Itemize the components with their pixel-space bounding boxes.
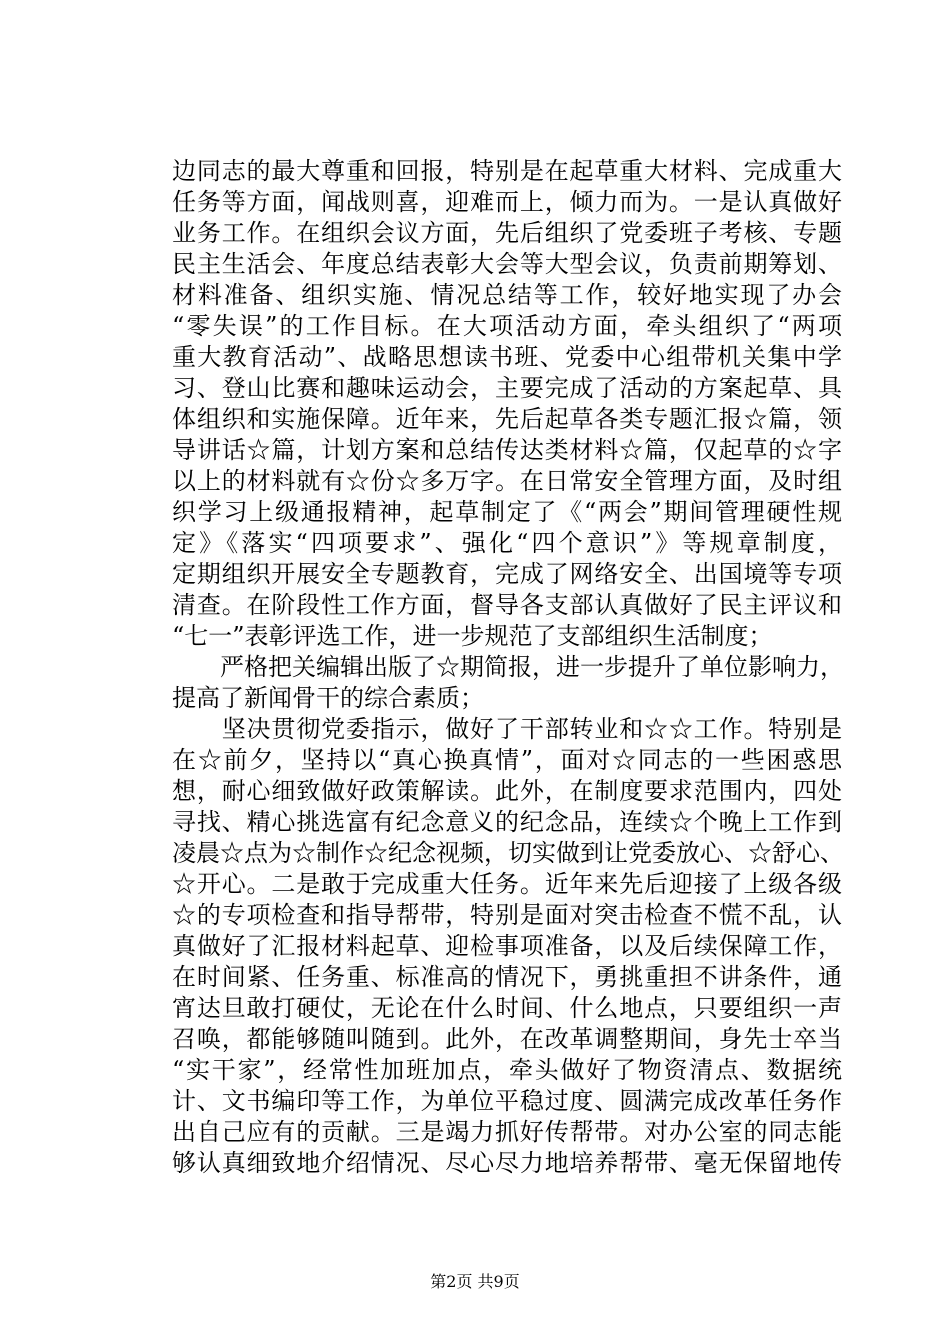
text-line: 坚决贯彻党委指示，做好了干部转业和☆☆工作。特别是 xyxy=(172,715,842,743)
text-line: 民主生活会、年度总结表彰大会等大型会议，负责前期筹划、 xyxy=(172,250,842,278)
text-line: “零失误”的工作目标。在大项活动方面，牵头组织了“两项 xyxy=(172,312,842,340)
text-line: 想，耐心细致做好政策解读。此外，在制度要求范围内，四处 xyxy=(172,777,842,805)
text-line: 寻找、精心挑选富有纪念意义的纪念品，连续☆个晚上工作到 xyxy=(172,808,842,836)
text-line: 织学习上级通报精神，起草制定了《“两会”期间管理硬性规 xyxy=(172,498,842,526)
text-line: “七一”表彰评选工作，进一步规范了支部组织生活制度； xyxy=(172,622,773,650)
text-line: 提高了新闻骨干的综合素质； xyxy=(172,684,484,712)
text-line: 凌晨☆点为☆制作☆纪念视频，切实做到让党委放心、☆舒心、 xyxy=(172,839,844,867)
text-line: 在☆前夕，坚持以“真心换真情”，面对☆同志的一些困惑思 xyxy=(172,746,842,774)
text-line: 以上的材料就有☆份☆多万字。在日常安全管理方面，及时组 xyxy=(172,467,842,495)
text-line: 宵达旦敢打硬仗，无论在什么时间、什么地点，只要组织一声 xyxy=(172,994,842,1022)
text-line: 边同志的最大尊重和回报，特别是在起草重大材料、完成重大 xyxy=(172,157,842,185)
document-body xyxy=(172,156,842,1179)
text-line: 出自己应有的贡献。三是竭力抓好传帮带。对办公室的同志能 xyxy=(172,1118,842,1146)
text-line: 定期组织开展安全专题教育，完成了网络安全、出国境等专项 xyxy=(172,560,842,588)
text-line: 任务等方面，闻战则喜，迎难而上，倾力而为。一是认真做好 xyxy=(172,188,842,216)
page-footer xyxy=(0,1272,950,1292)
text-line: 清查。在阶段性工作方面，督导各支部认真做好了民主评议和 xyxy=(172,591,842,619)
text-line: 够认真细致地介绍情况、尽心尽力地培养帮带、毫无保留地传 xyxy=(172,1149,842,1177)
text-line: 导讲话☆篇，计划方案和总结传达类材料☆篇，仅起草的☆字 xyxy=(172,436,842,464)
text-line: 材料准备、组织实施、情况总结等工作，较好地实现了办会 xyxy=(172,281,842,309)
text-line: 业务工作。在组织会议方面，先后组织了党委班子考核、专题 xyxy=(172,219,842,247)
text-line: 真做好了汇报材料起草、迎检事项准备，以及后续保障工作， xyxy=(172,932,842,960)
text-line: ☆开心。二是敢于完成重大任务。近年来先后迎接了上级各级 xyxy=(172,870,842,898)
text-line: 体组织和实施保障。近年来，先后起草各类专题汇报☆篇，领 xyxy=(172,405,842,433)
text-line: 召唤，都能够随叫随到。此外，在改革调整期间，身先士卒当 xyxy=(172,1025,842,1053)
text-line: “实干家”，经常性加班加点，牵头做好了物资清点、数据统 xyxy=(172,1056,842,1084)
text-line: 重大教育活动”、战略思想读书班、党委中心组带机关集中学 xyxy=(172,343,842,371)
text-line: ☆的专项检查和指导帮带，特别是面对突击检查不慌不乱，认 xyxy=(172,901,842,929)
page-number-label: 第2页 共9页 xyxy=(430,1272,520,1291)
text-line: 定》《落实“四项要求”、强化“四个意识”》等规章制度， xyxy=(172,529,842,557)
text-line: 在时间紧、任务重、标准高的情况下，勇挑重担不讲条件，通 xyxy=(172,963,842,991)
text-line: 计、文书编印等工作，为单位平稳过度、圆满完成改革任务作 xyxy=(172,1087,842,1115)
text-line: 严格把关编辑出版了☆期简报，进一步提升了单位影响力， xyxy=(172,653,844,681)
text-line: 习、登山比赛和趣味运动会，主要完成了活动的方案起草、具 xyxy=(172,374,842,402)
